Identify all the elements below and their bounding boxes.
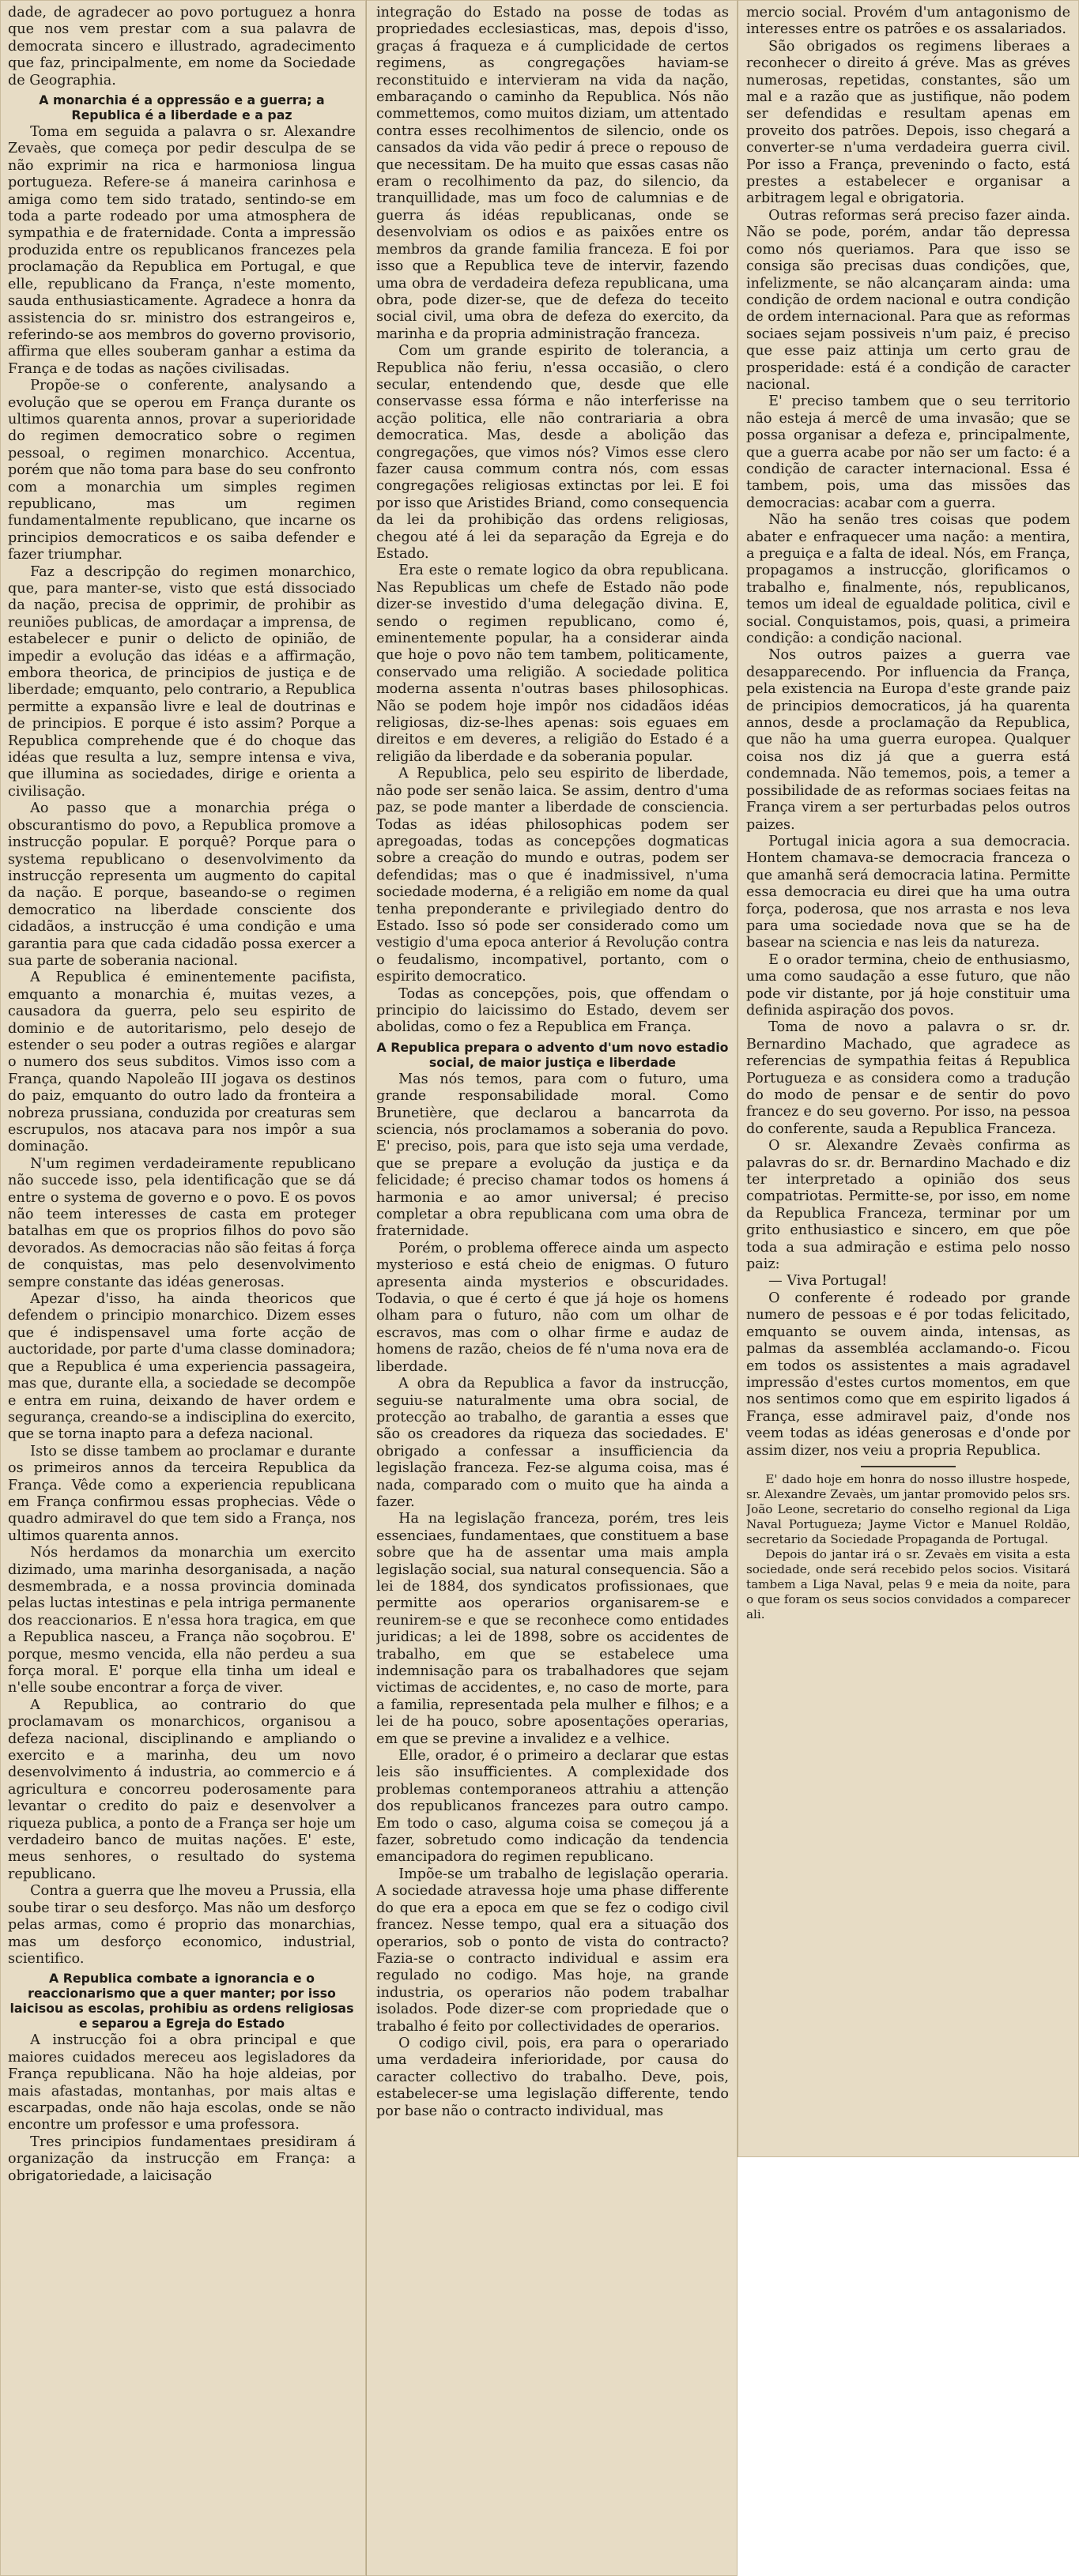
paragraph: mercio social. Provém d'um antagonismo de interesses entre os patrões e os assalariados.: [746, 5, 1070, 38]
paragraph: A Republica, ao contrario do que proclamavam os monarchicos, organisou a defeza nacional, disciplinando e ampliando o exercito e a marinha, deu um novo desenvolvimento á industria, ao commercio e á agricultura e concorreu poderosamente para levantar o credito do paiz e desenvolver a riqueza publica, a ponto de a França ser hoje um verdadeiro banco de muitas nações. E' este, meus senhores, o resultado do systema republicano.: [8, 1697, 356, 1882]
blank-background: [738, 2157, 1079, 2576]
paragraph: Apezar d'isso, ha ainda theoricos que defendem o principio monarchico. Dizem esses que é indispensavel uma forte acção de auctoridade, por parte d'uma classe dominadora; que a Republica é uma experiencia passageira, mas que, durante ella, a sociedade se decompõe e entra em ruina, deixando de haver ordem e segurança, creando-se a indisciplina do exercito, que se torna inapto para a defeza nacional.: [8, 1291, 356, 1443]
paragraph: Elle, orador, é o primeiro a declarar que estas leis são insufficientes. A complexidade dos problemas contemporaneos attrahiu a attenção dos republicanos francezes para outro campo. Em todo o caso, alguma coisa se começou já a fazer, sobretudo como indicação da tendencia emancipadora do regimen republicano.: [376, 1748, 729, 1866]
section-headline: A monarchia é a oppressão e a guerra; a Republica é a liberdade e a paz: [39, 92, 325, 123]
paragraph: Não ha senão tres coisas que podem abater e enfraquecer uma nação: a mentira, a preguiça e a falta de ideal. Nós, em França, propagamos a instrucção, glorificamos o trabalho e, finalmente, nós, republicanos, temos um ideal de egualdade politica, civil e social. Conquistamos, pois, quasi, a primeira condição: a condição nacional.: [746, 512, 1070, 647]
section-headline: A Republica prepara o advento d'um novo estadio social, de maior justiça e liberdade: [376, 1039, 729, 1070]
paragraph: E' preciso tambem que o seu territorio não esteja á mercê de uma invasão; que se possa organisar a defeza e, principalmente, que a guerra acabe por não ser um facto: é a condição de caracter internacional. Essa é tambem, pois, uma das missões das democracias: acabar com a guerra.: [746, 394, 1070, 511]
section-divider: [861, 1466, 956, 1467]
paragraph: O sr. Alexandre Zevaès confirma as palavras do sr. dr. Bernardino Machado e diz ter interpretado a opinião dos seus compatriotas. Permitte-se, por isso, em nome da Republica Franceza, terminar por um grito enthusiastico e sincero, em que põe toda a sua admiração e estima pelo nosso paiz:: [746, 1138, 1070, 1273]
paragraph: dade, de agradecer ao povo portuguez a honra que nos vem prestar com a sua palavra de democrata sincero e illustrado, agradecimento que faz, principalmente, em nome da Sociedade de Geographia.: [8, 5, 356, 89]
paragraph: A instrucção foi a obra principal e que maiores cuidados mereceu aos legisladores da França republicana. Não ha hoje aldeias, por mais afastadas, montanhas, por mais altas e escarpadas, onde não haja escolas, onde se não encontre um professor e uma professora.: [8, 2032, 356, 2133]
paragraph: O conferente é rodeado por grande numero de pessoas e é por todas felicitado, emquanto se ouvem ainda, intensas, as palmas da assembléa acclamando-o. Ficou em todos os assistentes a mais agradavel impressão d'estes curtos momentos, em que nos sentimos como que em espirito ligados á França, esse admiravel paiz, d'onde nos veem todas as idéas generosas e d'onde por assim dizer, nos veiu a propria Republica.: [746, 1290, 1070, 1459]
article-column-2: [376, 5, 729, 2573]
paragraph: N'um regimen verdadeiramente republicano não succede isso, pela identificação que se dá entre o systema de governo e o povo. E os povos não teem interesses de casta em proteger batalhas em que os proprios filhos do povo são devorados. As democracias não são feitas á força de conquistas, mas pelo desenvolvimento sempre constante das idéas generosas.: [8, 1155, 356, 1290]
paragraph: A Republica é eminentemente pacifista, emquanto a monarchia é, muitas vezes, a causadora da guerra, pelo seu espirito de dominio e de autoritarismo, pelo desejo de estender o seu poder a outras regiões e alargar o numero dos seus subditos. Vimos isso com a França, quando Napoleão III jogava os destinos do paiz, emquanto do outro lado da fronteira a nobreza prussiana, conduzida por creaturas sem escrupulos, nos atacava para nos impôr a sua dominação.: [8, 970, 356, 1155]
paragraph: Nós herdamos da monarchia um exercito dizimado, uma marinha desorganisada, a nação desmembrada, e a nossa provincia dominada pelas luctas intestinas e pela intriga permanente dos reaccionarios. E n'essa hora tragica, em que a Republica nasceu, a França não soçobrou. E' porque, mesmo vencida, ella não perdeu a sua força moral. E' porque ella tinha um ideal e n'elle soube encontrar a força de viver.: [8, 1545, 356, 1697]
paragraph: E o orador termina, cheio de enthusiasmo, uma como saudação a esse futuro, que não pode vir distante, por já hoje constituir uma definida aspiração dos povos.: [746, 951, 1070, 1019]
paragraph: Mas nós temos, para com o futuro, uma grande responsabilidade moral. Como Brunetière, que declarou a bancarrota da sciencia, nós proclamamos a soberania do povo. E' preciso, pois, para que isto seja uma verdade, que se prepare a evolução da justiça e da felicidade; é preciso chamar todos os homens á harmonia e ao amor universal; é preciso completar a obra republicana com uma obra de fraternidade.: [376, 1071, 729, 1240]
paragraph: Toma em seguida a palavra o sr. Alexandre Zevaès, que começa por pedir desculpa de se não exprimir na rica e harmoniosa lingua portugueza. Refere-se á maneira carinhosa e amiga como tem sido tratado, sentindo-se em toda a parte rodeado por uma atmosphera de sympathia e de fraternidade. Conta a impressão produzida entre os republicanos francezes pela proclamação da Republica em Portugal, e que elle, republicano da França, n'este momento, sauda enthusiasticamente. Agradece a honra da assistencia do sr. ministro dos estrangeiros e, referindo-se aos membros do governo provisorio, affirma que elles souberam ganhar a estima da França e de todas as nações civilisadas.: [8, 124, 356, 377]
paragraph: Isto se disse tambem ao proclamar e durante os primeiros annos da terceira Republica da França. Vêde como a experiencia republicana em França confirmou essas prophecias. Vêde o quadro admiravel do que tem sido a França, nos ultimos quarenta annos.: [8, 1443, 356, 1544]
paragraph: Ha na legislação franceza, porém, tres leis essenciaes, fundamentaes, que constituem a base sobre que ha de assentar uma mais ampla legislação social, sua natural consequencia. São a lei de 1884, dos syndicatos profissionaes, que permitte aos operarios organisarem-se e reunirem-se e que se reconhece como entidades juridicas; a lei de 1898, sobre os accidentes de trabalho, em que se estabelece uma indemnisação para os trabalhadores que sejam victimas de accidentes, e, no caso de morte, para a familia, representada pela mulher e filhos; e a lei de ha pouco, sobre aposentações operarias, em que se previne a invalidez e a velhice.: [376, 1511, 729, 1747]
paragraph: Faz a descripção do regimen monarchico, que, para manter-se, visto que está dissociado da nação, precisa de opprimir, de prohibir as reuniões publicas, de amordaçar a imprensa, de estabelecer e punir o delicto de opinião, de impedir a evolução das idéas e a affirmação, embora theorica, de principios de justiça e de liberdade; emquanto, pelo contrario, a Republica permitte a expansão livre e leal de doutrinas e de principios. E porque é isto assim? Porque a Republica comprehende que é do choque das idéas que resulta a luz, sempre intensa e viva, que illumina as sociedades, dirige e orienta a civilisação.: [8, 563, 356, 800]
paragraph: A obra da Republica a favor da instrucção, seguiu-se naturalmente uma obra social, de protecção ao trabalho, de garantia a esses que são os creadores da riqueza das sociedades. E' obrigado a confessar a insufficiencia da legislação franceza. Fez-se alguma coisa, mas é nada, comparado com o muito que ha ainda a fazer.: [376, 1376, 729, 1510]
paragraph: Era este o remate logico da obra republicana. Nas Republicas um chefe de Estado não pode dizer-se investido d'uma delegação divina. E, sendo o regimen republicano, como é, eminentemente popular, ha a considerar ainda que hoje o povo não tem tambem, politicamente, conservado uma religião. A sociedade politica moderna assenta n'outras bases philosophicas. Não se podem hoje impôr nos cidadãos idéas religiosas, diz-se-lhes apenas: sois eguaes em direitos e em deveres, a religião do Estado é a religião da liberdade e da soberania popular.: [376, 563, 729, 765]
paragraph: São obrigados os regimens liberaes a reconhecer o direito á gréve. Mas as gréves numerosas, repetidas, constantes, são um mal e a razão que as justifique, não podem ser defendidas e resultam apenas em proveito dos patrões. Depois, isso chegará a converter-se n'uma verdadeira guerra civil. Por isso a França, prevenindo o facto, está prestes a estabelecer e organisar a arbitragem legal e obrigatoria.: [746, 38, 1070, 207]
paragraph: integração do Estado na posse de todas as propriedades ecclesiasticas, mas, depois d'isso, graças á fraqueza e á cumplicidade de certos regimens, as congregações haviam-se reconstituido e intervieram na vida da nação, embaraçando o caminho da Republica. Nós não commettemos, como muitos diziam, um attentado contra esses recolhimentos de silencio, onde os cansados da vida vão pedir á prece o repouso de que necessitam. De ha muito que essas casas não eram o recolhimento da paz, do silencio, da tranquillidade, mas um foco de calumnias e de guerra ás idéas republicanas, onde se desenvolviam os odios e as paixões entre os membros da grande familia franceza. E foi por isso que a Republica teve de intervir, fazendo uma obra de verdadeira defeza republicana, uma obra, pode dizer-se, que de defeza do teceito social civil, uma obra de defeza do exercito, da marinha e da propria administração franceza.: [376, 5, 729, 342]
paragraph: Propõe-se o conferente, analysando a evolução que se operou em França durante os ultimos quarenta annos, provar a superioridade do regimen democratico sobre o regimen pessoal, o regimen monarchico. Accentua, porém que não toma para base do seu confronto com a monarchia um simples regimen republicano, mas um regimen fundamentalmente republicano, que incarne os principios democraticos e os saiba defender e fazer triumphar.: [8, 378, 356, 563]
paragraph: Contra a guerra que lhe moveu a Prussia, ella soube tirar o seu desforço. Mas não um desforço pelas armas, como é proprio das monarchias, mas um desforço economico, industrial, scientifico.: [8, 1883, 356, 1967]
paragraph: Portugal inicia agora a sua democracia. Hontem chamava-se democracia franceza o que amanhã será democracia latina. Permitte essa democracia eu direi que ha uma outra força, poderosa, que nos arrasta e nos leva para uma sociedade nova que se ha de basear na sciencia e nas leis da natureza.: [746, 833, 1070, 951]
paragraph: Todas as concepções, pois, que offendam o principio do laicissimo do Estado, devem ser abolidas, como o fez a Republica em França.: [376, 985, 729, 1036]
paragraph: Impõe-se um trabalho de legislação operaria. A sociedade atravessa hoje uma phase differente do que era a epoca em que se fez o codigo civil francez. Nesse tempo, qual era a situação dos operarios, sob o ponto de vista do contracto? Fazia-se o contracto individual e assim era regulado no codigo. Mas hoje, na grande industria, os operarios não podem trabalhar isolados. Pode dizer-se com propriedade que o trabalho é feito por collectividades de operarios.: [376, 1866, 729, 2035]
paragraph: Tres principios fundamentaes presidiram á organização da instrucção em França: a obrigatoriedade, a laicisação: [8, 2133, 356, 2184]
paragraph: Depois do jantar irá o sr. Zevaès em visita a esta sociedade, onde será recebido pelos socios. Visitará tambem a Liga Naval, pelas 9 e meia da noite, para o que foram os seus socios convidados a comparecer ali.: [746, 1546, 1070, 1621]
paragraph: Porém, o problema offerece ainda um aspecto mysterioso e está cheio de enigmas. O futuro apresenta ainda mysterios e obscuridades. Todavia, o que é certo é que já hoje os homens olham para o futuro, não com um olhar de escravos, mas com o olhar firme e audaz de homens de razão, cheios de fé n'uma nova era de liberdade.: [376, 1240, 729, 1375]
paragraph: — Viva Portugal!: [768, 1273, 888, 1290]
paragraph: O codigo civil, pois, era para o operariado uma verdadeira inferioridade, por causa do caracter collectivo do trabalho. Deve, pois, estabelecer-se uma legislação differente, tendo por base não o contracto individual, mas: [376, 2035, 729, 2119]
column-fold: [366, 0, 367, 2576]
news-note: [746, 1472, 1070, 1622]
paragraph: Ao passo que a monarchia préga o obscurantismo do povo, a Republica promove a instrucção popular. E porquê? Porque para o systema republicano o desenvolvimento da instrucção representa um augmento do capital da nação. E porque, baseando-se o regimen democratico na liberdade consciente dos cidadãos, a instrucção é uma condição e uma garantia para que cada cidadão possa exercer a sua parte de soberania nacional.: [8, 800, 356, 969]
paragraph: A Republica, pelo seu espirito de liberdade, não pode ser senão laica. Se assim, dentro d'uma paz, se pode manter a liberdade de consciencia. Todas as idéas philosophicas podem ser apregoadas, todas as concepções dogmaticas sobre a creação do mundo e outras, podem ser defendidas; mas o que é inadmissivel, n'uma sociedade moderna, é a religião em nome da qual tenha preponderante e privilegiado dentro do Estado. Isso só pode ser considerado como um vestigio d'uma epoca anterior á Revolução contra o feudalismo, incompativel, portanto, com o espirito democratico.: [376, 766, 729, 985]
paragraph: Nos outros paizes a guerra vae desapparecendo. Por influencia da França, pela existencia na Europa d'este grande paiz de principios democraticos, já ha quarenta annos, desde a proclamação da Republica, que não ha uma guerra europea. Qualquer coisa nos diz já que a guerra está condemnada. Não tememos, pois, a temer a possibilidade de as reformas sociaes feitas na França virem a ser perturbadas pelos outros paizes.: [746, 647, 1070, 833]
article-column-3: [746, 5, 1070, 2154]
paragraph: Outras reformas será preciso fazer ainda. Não se pode, porém, andar tão depressa como nós queriamos. Para que isso se consiga são precisas duas condições, que, infelizmente, se não alcançaram ainda: uma condição de ordem nacional e outra condição de ordem internacional. Para que as reformas sociaes sejam possiveis n'um paiz, é preciso que esse paiz attinja um certo grau de prosperidade: está é a condição de caracter nacional.: [746, 207, 1070, 393]
article-column-1: [8, 5, 356, 2573]
paragraph: Com um grande espirito de tolerancia, a Republica não feriu, n'essa occasião, o clero secular, entendendo que, desde que elle conservasse essa fórma e não interferisse na acção politica, elle não contrariaria a obra democratica. Mas, desde a abolição das congregações, que vimos nós? Vimos esse clero fazer causa commum contra nós, com essas congregações religiosas extinctas por lei. E foi por isso que Aristides Briand, como consequencia da lei da prohibição das ordens religiosas, chegou até á lei da separação da Egreja e do Estado.: [376, 343, 729, 562]
paragraph: Toma de novo a palavra o sr. dr. Bernardino Machado, que agradece as referencias de sympathia feitas á Republica Portugueza e as considera como a tradução do modo de pensar e de sentir do povo francez e do seu governo. Por isso, na pessoa do conferente, sauda a Republica Franceza.: [746, 1019, 1070, 1137]
paragraph: E' dado hoje em honra do nosso illustre hospede, sr. Alexandre Zevaès, um jantar promovido pelos srs. João Leone, secretario do conselho regional da Liga Naval Portugueza; Jayme Victor e Manuel Roldão, secretario da Sociedade Propaganda de Portugal.: [746, 1471, 1070, 1546]
section-headline: A Republica combate a ignorancia e o reaccionarismo que a quer manter; por isso laicisou as escolas, prohibiu as ordens religiosas e separou a Egreja do Estado: [9, 1971, 354, 2032]
